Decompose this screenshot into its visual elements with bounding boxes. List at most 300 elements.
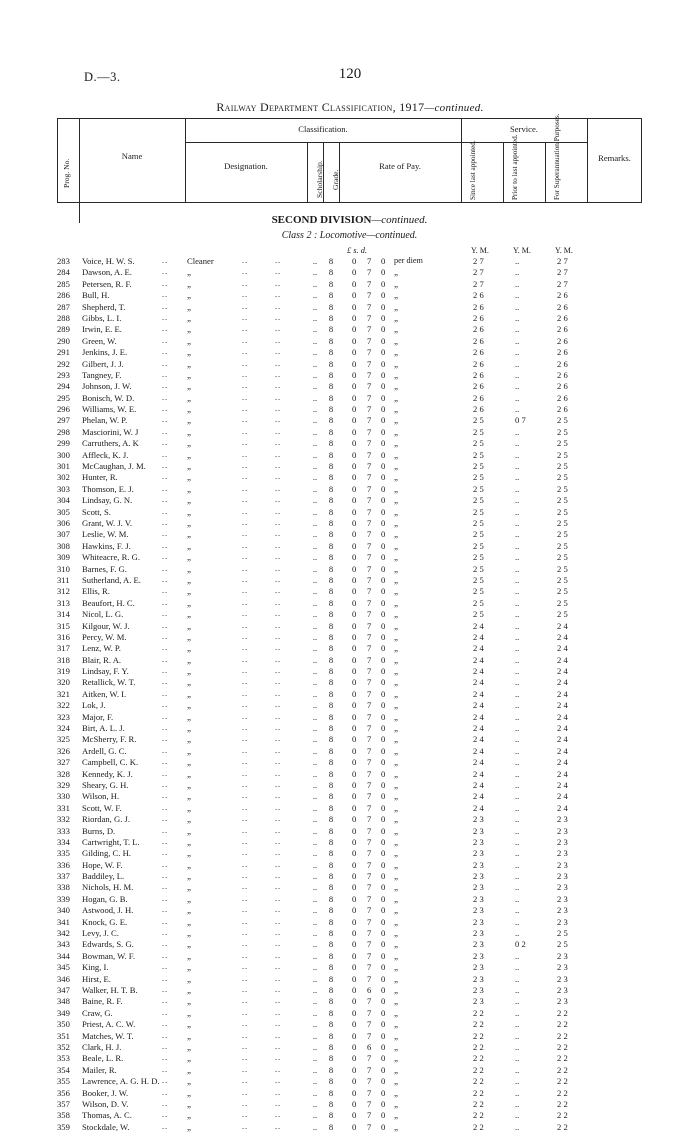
cell-rate-pounds: 0 [352, 973, 357, 984]
cell-rate-pounds: 0 [352, 1098, 357, 1109]
leader-dots-rate: .. [275, 677, 282, 687]
cell-prog-no: 316 [57, 631, 70, 642]
cell-rate-pence: 0 [381, 1019, 386, 1030]
table-row [57, 746, 642, 757]
cell-grade: 8 [328, 335, 334, 346]
leader-dots-designation: .. [242, 973, 249, 983]
cell-name: Lawrence, A. G. H. D. [82, 1076, 160, 1087]
cell-service-superannuation: 2 4 [557, 700, 568, 711]
cell-rate-shillings: 7 [367, 1064, 372, 1075]
leader-dots-designation: .. [242, 985, 249, 994]
cell-service-prior: .. [515, 438, 520, 449]
cell-rate-pounds: 0 [352, 369, 357, 380]
cell-rate-pounds: 0 [352, 1064, 357, 1075]
table-row [57, 996, 642, 1007]
cell-rate-shillings: 7 [367, 939, 372, 950]
cell-prog-no: 350 [57, 1019, 70, 1030]
cell-rate-pounds: 0 [352, 745, 357, 756]
cell-service-since-last: 2 7 [473, 256, 484, 266]
cell-prog-no: 341 [57, 916, 70, 927]
leader-dots-rate: .. [275, 905, 282, 915]
cell-service-superannuation: 2 3 [557, 950, 568, 961]
cell-rate-shillings: 7 [367, 768, 372, 779]
class-heading-text: Class 2 : Locomotive [281, 230, 367, 241]
header-name: Name [121, 151, 143, 161]
division-heading-text: SECOND DIVISION [271, 214, 372, 226]
cell-service-prior: .. [515, 1110, 520, 1121]
cell-scholarship: .. [312, 757, 318, 768]
cell-rate-shillings: 7 [367, 962, 372, 973]
table-row [57, 518, 642, 529]
cell-rate-note: „ [394, 609, 398, 620]
leader-dots-name: .. [162, 483, 169, 493]
cell-grade: 8 [328, 631, 334, 642]
cell-rate-note: „ [394, 597, 398, 608]
cell-rate-pounds: 0 [352, 563, 357, 574]
cell-service-prior: .. [515, 848, 520, 859]
cell-rate-pounds: 0 [352, 278, 357, 289]
cell-service-superannuation: 2 5 [557, 586, 568, 597]
cell-service-since-last: 2 2 [473, 1110, 484, 1121]
cell-grade: 8 [328, 859, 334, 870]
cell-scholarship: .. [312, 301, 318, 312]
cell-designation: „ [187, 301, 191, 312]
cell-service-superannuation: 2 4 [557, 643, 568, 654]
cell-rate-note: „ [394, 483, 398, 494]
leader-dots-rate: .. [275, 848, 282, 858]
cell-service-since-last: 2 4 [473, 745, 484, 756]
cell-scholarship: .. [312, 472, 318, 483]
leader-dots-rate: .. [275, 563, 282, 573]
cell-service-prior: .. [515, 677, 520, 688]
cell-service-superannuation: 2 4 [557, 631, 568, 642]
cell-prog-no: 299 [57, 438, 70, 449]
cell-service-superannuation: 2 5 [557, 506, 568, 517]
cell-grade: 8 [328, 358, 334, 369]
cell-rate-pence: 0 [381, 905, 386, 916]
cell-grade: 8 [328, 529, 334, 540]
cell-rate-pence: 0 [381, 438, 386, 449]
leader-dots-rate: .. [275, 836, 282, 846]
leader-dots-rate: .. [275, 1019, 282, 1029]
cell-grade: 8 [328, 1007, 334, 1018]
cell-name: Dawson, A. E. [82, 267, 132, 278]
cell-service-superannuation: 2 5 [557, 483, 568, 494]
cell-prog-no: 326 [57, 745, 70, 756]
cell-prog-no: 300 [57, 449, 70, 460]
cell-name: Gilbert, J. J. [82, 358, 124, 369]
table-row [57, 529, 642, 540]
leader-dots-name: .. [162, 506, 169, 516]
cell-grade: 8 [328, 540, 334, 551]
cell-service-since-last: 2 2 [473, 1053, 484, 1064]
cell-rate-pounds: 0 [352, 928, 357, 939]
leader-dots-designation: .. [242, 905, 249, 915]
cell-grade: 8 [328, 301, 334, 312]
cell-rate-pounds: 0 [352, 905, 357, 916]
table-row [57, 951, 642, 962]
cell-service-superannuation: 2 3 [557, 916, 568, 927]
leader-dots-rate: .. [275, 324, 282, 334]
cell-rate-pence: 0 [381, 1098, 386, 1109]
cell-rate-shillings: 7 [367, 529, 372, 540]
cell-service-since-last: 2 4 [473, 734, 484, 745]
cell-service-since-last: 2 7 [473, 278, 484, 289]
cell-rate-shillings: 7 [367, 381, 372, 392]
cell-designation: „ [187, 962, 191, 973]
cell-scholarship: .. [312, 438, 318, 449]
leader-dots-designation: .. [242, 654, 249, 664]
cell-rate-note: „ [394, 312, 398, 323]
cell-service-since-last: 2 5 [473, 574, 484, 585]
leader-dots-designation: .. [242, 347, 249, 357]
cell-prog-no: 346 [57, 973, 70, 984]
leader-dots-designation: .. [242, 757, 249, 767]
cell-designation: „ [187, 461, 191, 472]
cell-service-prior: .. [515, 529, 520, 540]
cell-scholarship: .. [312, 723, 318, 734]
cell-service-since-last: 2 3 [473, 814, 484, 825]
cell-service-superannuation: 2 6 [557, 392, 568, 403]
leader-dots-name: .. [162, 745, 169, 755]
leader-dots-designation: .. [242, 723, 249, 733]
cell-name: Whiteacre, R. G. [82, 552, 140, 563]
leader-dots-name: .. [162, 1053, 169, 1063]
leader-dots-name: .. [162, 609, 169, 619]
cell-rate-note: „ [394, 506, 398, 517]
cell-rate-pounds: 0 [352, 1041, 357, 1052]
cell-rate-shillings: 7 [367, 404, 372, 415]
cell-rate-pounds: 0 [352, 768, 357, 779]
leader-dots-rate: .. [275, 950, 282, 960]
rule-under-service [461, 142, 587, 143]
cell-rate-shillings: 7 [367, 563, 372, 574]
cell-rate-pence: 0 [381, 461, 386, 472]
cell-grade: 8 [328, 267, 334, 278]
cell-rate-pence: 0 [381, 597, 386, 608]
cell-scholarship: .. [312, 1019, 318, 1030]
cell-rate-pence: 0 [381, 312, 386, 323]
leader-dots-name: .. [162, 1007, 169, 1017]
table-row [57, 917, 642, 928]
cell-grade: 8 [328, 916, 334, 927]
leader-dots-rate: .. [275, 1007, 282, 1017]
leader-dots-name: .. [162, 882, 169, 892]
cell-designation: „ [187, 324, 191, 335]
cell-rate-shillings: 7 [367, 472, 372, 483]
cell-service-since-last: 2 5 [473, 461, 484, 472]
leader-dots-rate: .. [275, 814, 282, 824]
leader-dots-rate: .. [275, 438, 282, 448]
cell-designation: „ [187, 1121, 191, 1132]
cell-service-prior: .. [515, 1019, 520, 1030]
cell-designation: „ [187, 905, 191, 916]
cell-rate-pence: 0 [381, 404, 386, 415]
cell-service-prior: .. [515, 1121, 520, 1132]
cell-service-prior: .. [515, 779, 520, 790]
cell-prog-no: 294 [57, 381, 70, 392]
cell-scholarship: .. [312, 791, 318, 802]
cell-service-since-last: 2 2 [473, 1076, 484, 1087]
cell-name: Beale, L. R. [82, 1053, 124, 1064]
table-row [57, 324, 642, 335]
cell-rate-pounds: 0 [352, 301, 357, 312]
cell-service-superannuation: 2 3 [557, 814, 568, 825]
cell-rate-pounds: 0 [352, 358, 357, 369]
cell-rate-pounds: 0 [352, 985, 357, 995]
cell-service-since-last: 2 3 [473, 950, 484, 961]
leader-dots-rate: .. [275, 939, 282, 949]
cell-prog-no: 327 [57, 757, 70, 768]
cell-prog-no: 306 [57, 517, 70, 528]
cell-name: Hogan, G. B. [82, 893, 128, 904]
cell-prog-no: 337 [57, 871, 70, 882]
leader-dots-designation: .. [242, 882, 249, 892]
cell-name: Aitken, W. I. [82, 688, 127, 699]
cell-rate-note: „ [394, 552, 398, 563]
cell-service-superannuation: 2 7 [557, 256, 568, 266]
currency-column-header: £ s. d. [347, 246, 368, 255]
leader-dots-name: .. [162, 711, 169, 721]
table-row [57, 860, 642, 871]
cell-prog-no: 319 [57, 666, 70, 677]
table-row [57, 1110, 642, 1121]
cell-service-since-last: 2 2 [473, 1121, 484, 1132]
cell-name: Sheary, G. H. [82, 779, 129, 790]
leader-dots-name: .. [162, 392, 169, 402]
leader-dots-designation: .. [242, 620, 249, 630]
leader-dots-name: .. [162, 928, 169, 938]
cell-service-superannuation: 2 2 [557, 1076, 568, 1087]
cell-rate-shillings: 7 [367, 278, 372, 289]
leader-dots-name: .. [162, 905, 169, 915]
cell-rate-shillings: 7 [367, 358, 372, 369]
cell-designation: „ [187, 791, 191, 802]
cell-name: Leslie, W. M. [82, 529, 129, 540]
cell-prog-no: 342 [57, 928, 70, 939]
leader-dots-name: .. [162, 461, 169, 471]
leader-dots-rate: .. [275, 461, 282, 471]
cell-rate-note: „ [394, 574, 398, 585]
cell-grade: 8 [328, 256, 334, 266]
cell-rate-note: „ [394, 802, 398, 813]
cell-designation: „ [187, 814, 191, 825]
cell-prog-no: 339 [57, 893, 70, 904]
leader-dots-designation: .. [242, 802, 249, 812]
cell-service-superannuation: 2 4 [557, 711, 568, 722]
cell-service-superannuation: 2 2 [557, 1030, 568, 1041]
cell-prog-no: 290 [57, 335, 70, 346]
cell-scholarship: .. [312, 688, 318, 699]
cell-rate-note: „ [394, 666, 398, 677]
leader-dots-name: .. [162, 654, 169, 664]
cell-rate-pence: 0 [381, 1030, 386, 1041]
cell-name: Bull, H. [82, 290, 110, 301]
leader-dots-designation: .. [242, 506, 249, 516]
cell-rate-pence: 0 [381, 825, 386, 836]
cell-rate-pence: 0 [381, 290, 386, 301]
leader-dots-rate: .. [275, 1030, 282, 1040]
cell-name: Mailer, R. [82, 1064, 117, 1075]
cell-prog-no: 310 [57, 563, 70, 574]
cell-prog-no: 314 [57, 609, 70, 620]
cell-service-superannuation: 2 5 [557, 495, 568, 506]
cell-rate-pounds: 0 [352, 415, 357, 426]
cell-grade: 8 [328, 905, 334, 916]
leader-dots-designation: .. [242, 483, 249, 493]
leader-dots-name: .. [162, 1019, 169, 1029]
cell-rate-shillings: 7 [367, 620, 372, 631]
cell-scholarship: .. [312, 404, 318, 415]
leader-dots-name: .. [162, 859, 169, 869]
cell-rate-shillings: 7 [367, 836, 372, 847]
leader-dots-name: .. [162, 415, 169, 425]
cell-service-superannuation: 2 4 [557, 677, 568, 688]
cell-scholarship: .. [312, 1053, 318, 1064]
cell-service-since-last: 2 4 [473, 631, 484, 642]
table-row [57, 1008, 642, 1019]
cell-service-prior: .. [515, 916, 520, 927]
cell-rate-note: „ [394, 985, 398, 995]
leader-dots-designation: .. [242, 1053, 249, 1063]
cell-scholarship: .. [312, 574, 318, 585]
cell-service-prior: .. [515, 1030, 520, 1041]
cell-service-superannuation: 2 2 [557, 1041, 568, 1052]
cell-designation: „ [187, 985, 191, 995]
cell-rate-pence: 0 [381, 1041, 386, 1052]
leader-dots-name: .. [162, 517, 169, 527]
cell-prog-no: 283 [57, 256, 70, 266]
table-row [57, 438, 642, 449]
leader-dots-designation: .. [242, 586, 249, 596]
cell-service-superannuation: 2 4 [557, 654, 568, 665]
cell-service-since-last: 2 7 [473, 267, 484, 278]
header-rate-of-pay: Rate of Pay. [379, 161, 421, 171]
cell-rate-pounds: 0 [352, 734, 357, 745]
cell-rate-pounds: 0 [352, 643, 357, 654]
cell-rate-pounds: 0 [352, 461, 357, 472]
leader-dots-rate: .. [275, 631, 282, 641]
leader-dots-rate: .. [275, 1041, 282, 1051]
cell-rate-shillings: 7 [367, 392, 372, 403]
cell-rate-note: „ [394, 916, 398, 927]
cell-rate-note: „ [394, 745, 398, 756]
cell-service-since-last: 2 3 [473, 905, 484, 916]
cell-designation: „ [187, 495, 191, 506]
cell-scholarship: .. [312, 620, 318, 631]
table-row [57, 552, 642, 563]
cell-rate-note: „ [394, 1087, 398, 1098]
cell-service-prior: .. [515, 483, 520, 494]
cell-rate-note: per diem [394, 256, 423, 265]
cell-prog-no: 336 [57, 859, 70, 870]
leader-dots-designation: .. [242, 1087, 249, 1097]
cell-designation: „ [187, 312, 191, 323]
cell-prog-no: 313 [57, 597, 70, 608]
table-row [57, 723, 642, 734]
cell-rate-note: „ [394, 757, 398, 768]
cell-scholarship: .. [312, 335, 318, 346]
cell-service-since-last: 2 3 [473, 882, 484, 893]
cell-service-superannuation: 2 2 [557, 1019, 568, 1030]
cell-name: Kennedy, K. J. [82, 768, 133, 779]
cell-designation: „ [187, 1041, 191, 1052]
cell-designation: „ [187, 643, 191, 654]
cell-rate-pence: 0 [381, 540, 386, 551]
cell-service-superannuation: 2 3 [557, 882, 568, 893]
cell-rate-shillings: 6 [367, 985, 372, 995]
cell-scholarship: .. [312, 893, 318, 904]
cell-prog-no: 328 [57, 768, 70, 779]
table-row [57, 472, 642, 483]
leader-dots-rate: .. [275, 871, 282, 881]
cell-rate-shillings: 7 [367, 1019, 372, 1030]
leader-dots-designation: .. [242, 404, 249, 414]
cell-designation: „ [187, 802, 191, 813]
cell-designation: „ [187, 483, 191, 494]
cell-service-since-last: 2 5 [473, 517, 484, 528]
cell-service-superannuation: 2 4 [557, 620, 568, 631]
cell-rate-pence: 0 [381, 734, 386, 745]
cell-service-since-last: 2 2 [473, 1087, 484, 1098]
cell-rate-note: „ [394, 404, 398, 415]
header-scholarship: Scholarship. [315, 160, 324, 198]
cell-designation: „ [187, 688, 191, 699]
cell-grade: 8 [328, 871, 334, 882]
cell-service-prior: .. [515, 1076, 520, 1087]
table-row [57, 734, 642, 745]
cell-rate-shillings: 7 [367, 916, 372, 927]
cell-service-since-last: 2 6 [473, 324, 484, 335]
cell-rate-pence: 0 [381, 631, 386, 642]
cell-rate-pence: 0 [381, 939, 386, 950]
cell-name: Baddiley, L. [82, 871, 125, 882]
cell-rate-pounds: 0 [352, 950, 357, 961]
cell-service-prior: .. [515, 347, 520, 358]
cell-rate-shillings: 7 [367, 654, 372, 665]
leader-dots-name: .. [162, 438, 169, 448]
cell-service-since-last: 2 3 [473, 893, 484, 904]
cell-prog-no: 345 [57, 962, 70, 973]
cell-service-prior: .. [515, 369, 520, 380]
class-heading [57, 230, 642, 241]
cell-service-since-last: 2 6 [473, 335, 484, 346]
cell-rate-shillings: 7 [367, 1098, 372, 1109]
cell-service-prior: .. [515, 574, 520, 585]
cell-service-superannuation: 2 4 [557, 745, 568, 756]
cell-rate-pounds: 0 [352, 848, 357, 859]
cell-name: Masciorini, W. J [82, 426, 139, 437]
cell-grade: 8 [328, 711, 334, 722]
cell-grade: 8 [328, 950, 334, 961]
cell-service-superannuation: 2 6 [557, 335, 568, 346]
cell-service-superannuation: 2 4 [557, 768, 568, 779]
cell-name: Thomas, A. C. [82, 1110, 132, 1121]
cell-service-prior: .. [515, 666, 520, 677]
cell-name: Voice, H. W. S. [82, 256, 135, 266]
cell-service-since-last: 2 4 [473, 677, 484, 688]
leader-dots-rate: .. [275, 779, 282, 789]
cell-rate-pounds: 0 [352, 654, 357, 665]
cell-name: Lenz, W. P. [82, 643, 121, 654]
leader-dots-rate: .. [275, 312, 282, 322]
cell-name: Percy, W. M. [82, 631, 127, 642]
cell-designation: „ [187, 723, 191, 734]
cell-grade: 8 [328, 985, 334, 995]
rule-service-2 [545, 142, 546, 203]
cell-service-superannuation: 2 5 [557, 449, 568, 460]
leader-dots-rate: .. [275, 369, 282, 379]
